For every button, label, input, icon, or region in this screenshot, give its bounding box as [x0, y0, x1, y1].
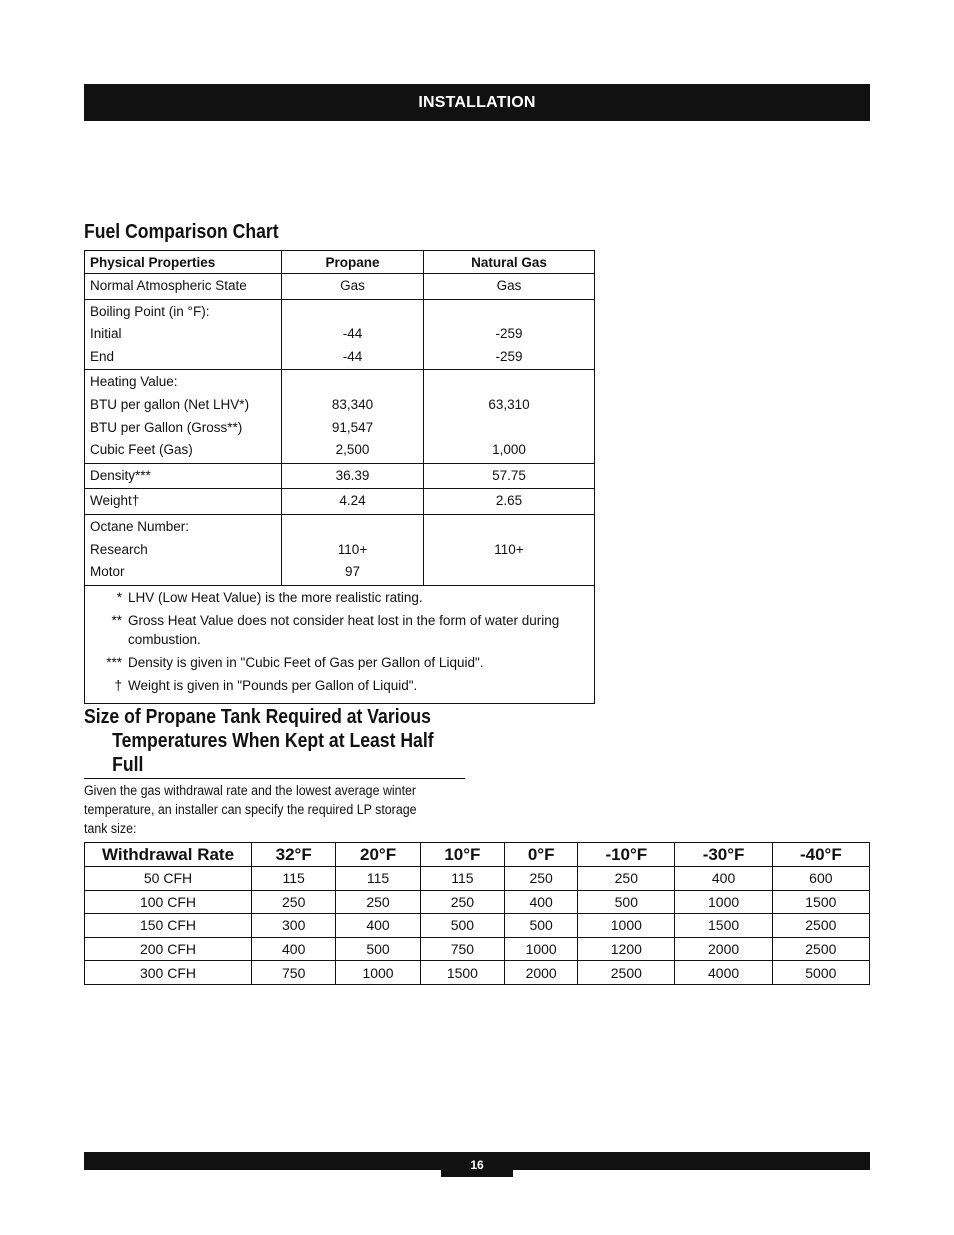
- tank-size-cell: 400: [675, 867, 772, 891]
- fuel-cell-line: -44: [342, 348, 363, 364]
- fuel-cell-line: Initial: [90, 326, 122, 342]
- fuel-cell-line: BTU per gallon (Net LHV*): [90, 396, 250, 412]
- fuel-table-cell: [282, 489, 424, 515]
- tank-size-cell: 1000: [505, 937, 578, 961]
- footnote-text: Gross Heat Value does not consider heat lost in the form of water during combustion.: [128, 612, 560, 647]
- table-row: [85, 937, 870, 961]
- fuel-table-cell: [282, 463, 424, 489]
- tank-size-cell: 2000: [675, 937, 772, 961]
- tank-size-cell: 115: [336, 867, 420, 891]
- tank-size-cell: 500: [336, 937, 420, 961]
- footnote: [91, 588, 588, 607]
- fuel-cell-line: BTU per Gallon (Gross**): [90, 419, 243, 435]
- tank-intro-text: Given the gas withdrawal rate and the lowest average winter temperature, an installer can specify the required LP storage tank size:: [84, 783, 417, 836]
- tank-size-table: [84, 842, 870, 985]
- column-header: Propane: [282, 251, 424, 274]
- page-number: [441, 1152, 513, 1177]
- tank-column-header: -10°F: [578, 843, 675, 867]
- fuel-cell-line: Boiling Point (in °F):: [90, 303, 210, 319]
- table-row: [85, 914, 870, 938]
- footnote-text: Weight is given in "Pounds per Gallon of Liquid".: [128, 677, 418, 693]
- fuel-table-row-group: [85, 489, 595, 515]
- fuel-cell-line: [287, 516, 418, 539]
- fuel-cell-line: 2.65: [495, 493, 523, 509]
- tank-column-header: -40°F: [772, 843, 869, 867]
- withdrawal-rate-cell: 100 CFH: [85, 890, 252, 914]
- withdrawal-rate-cell: 150 CFH: [85, 914, 252, 938]
- fuel-chart-title: Fuel Comparison Chart: [84, 221, 279, 243]
- withdrawal-rate-cell: 200 CFH: [85, 937, 252, 961]
- fuel-cell-line: 110+: [494, 541, 524, 557]
- tank-title-line: Full: [112, 754, 144, 776]
- fuel-comparison-table: [84, 250, 595, 704]
- tank-size-cell: 1200: [578, 937, 675, 961]
- table-row: [85, 890, 870, 914]
- section-header: [84, 84, 870, 121]
- fuel-cell-line: Density***: [90, 467, 151, 483]
- fuel-cell-line: 110+: [337, 541, 368, 557]
- tank-size-cell: 400: [252, 937, 336, 961]
- tank-size-cell: 750: [420, 937, 504, 961]
- fuel-cell-line: -44: [342, 326, 363, 342]
- fuel-cell-line: Gas: [340, 278, 365, 293]
- tank-size-cell: 250: [252, 890, 336, 914]
- fuel-cell-line: End: [90, 348, 115, 364]
- tank-title-line: Temperatures When Kept at Least Half: [112, 730, 434, 752]
- fuel-cell-line: [429, 516, 589, 539]
- tank-size-cell: 250: [336, 890, 420, 914]
- footnote-mark: *: [116, 589, 122, 605]
- fuel-table-row-group: [85, 274, 595, 300]
- column-header: Physical Properties: [85, 251, 282, 274]
- tank-size-cell: 2000: [505, 961, 578, 985]
- column-header: Natural Gas: [424, 251, 595, 274]
- footnote-text: Density is given in "Cubic Feet of Gas per Gallon of Liquid".: [128, 654, 484, 670]
- fuel-table-cell: [85, 299, 282, 370]
- tank-size-cell: 5000: [772, 961, 869, 985]
- fuel-cell-line: Research: [90, 541, 148, 557]
- tank-size-cell: 4000: [675, 961, 772, 985]
- fuel-table-cell: [282, 299, 424, 370]
- withdrawal-rate-cell: 300 CFH: [85, 961, 252, 985]
- fuel-cell-line: [429, 301, 589, 324]
- fuel-table-row-group: [85, 370, 595, 463]
- tank-size-cell: 250: [420, 890, 504, 914]
- fuel-cell-line: -259: [495, 348, 523, 364]
- fuel-cell-line: 63,310: [488, 396, 530, 412]
- footnote-mark: **: [111, 612, 122, 628]
- fuel-cell-line: Cubic Feet (Gas): [90, 442, 193, 458]
- fuel-cell-line: 1,000: [492, 442, 526, 458]
- fuel-cell-line: [429, 561, 589, 584]
- tank-column-header: -30°F: [675, 843, 772, 867]
- fuel-table-cell: [424, 489, 595, 515]
- tank-size-cell: 1000: [578, 914, 675, 938]
- tank-column-header: 10°F: [420, 843, 504, 867]
- tank-size-cell: 1500: [772, 890, 869, 914]
- page-number-label: 16: [470, 1157, 484, 1172]
- fuel-cell-line: [429, 417, 589, 440]
- tank-size-cell: 2500: [772, 937, 869, 961]
- fuel-cell-line: 36.39: [335, 467, 370, 483]
- fuel-cell-line: Weight†: [90, 493, 140, 509]
- fuel-table-cell: [85, 514, 282, 585]
- fuel-cell-line: 2,500: [335, 442, 370, 458]
- fuel-table-cell: [85, 463, 282, 489]
- tank-size-cell: 1500: [675, 914, 772, 938]
- fuel-cell-line: 97: [344, 564, 361, 580]
- tank-size-cell: 115: [420, 867, 504, 891]
- tank-size-cell: 2500: [578, 961, 675, 985]
- table-row: [85, 867, 870, 891]
- fuel-cell-line: Motor: [90, 564, 125, 580]
- withdrawal-rate-cell: 50 CFH: [85, 867, 252, 891]
- tank-size-cell: 750: [252, 961, 336, 985]
- fuel-cell-line: Octane Number:: [90, 518, 190, 534]
- tank-size-cell: 250: [505, 867, 578, 891]
- fuel-table-cell: [424, 514, 595, 585]
- title-underline: [84, 778, 465, 779]
- footnote-text: LHV (Low Heat Value) is the more realistic rating.: [128, 589, 423, 605]
- fuel-notes: [85, 585, 595, 703]
- tank-size-cell: 500: [420, 914, 504, 938]
- tank-column-header: Withdrawal Rate: [85, 843, 252, 867]
- tank-size-cell: 1000: [675, 890, 772, 914]
- tank-column-header: 32°F: [252, 843, 336, 867]
- fuel-table-row-group: [85, 299, 595, 370]
- tank-size-cell: 500: [505, 914, 578, 938]
- fuel-table-header-row: [85, 251, 595, 274]
- fuel-table-cell: [282, 370, 424, 463]
- fuel-cell-line: [429, 371, 589, 394]
- tank-size-cell: 400: [505, 890, 578, 914]
- fuel-table-row-group: [85, 463, 595, 489]
- tank-column-header: 20°F: [336, 843, 420, 867]
- tank-size-cell: 600: [772, 867, 869, 891]
- tank-title-line: Size of Propane Tank Required at Various: [84, 706, 431, 728]
- footnote: [91, 676, 588, 695]
- tank-size-cell: 300: [252, 914, 336, 938]
- fuel-cell-line: 83,340: [331, 396, 374, 412]
- tank-size-cell: 115: [252, 867, 336, 891]
- fuel-table-cell: [282, 274, 424, 300]
- fuel-cell-line: -259: [495, 326, 523, 342]
- fuel-cell-line: 4.24: [339, 493, 366, 509]
- section-header-label: INSTALLATION: [418, 93, 536, 111]
- fuel-cell-line: 91,547: [331, 419, 374, 435]
- footnote-mark: ***: [106, 654, 122, 670]
- fuel-table-row-group: [85, 514, 595, 585]
- footnote: [91, 611, 588, 649]
- footnote-mark: †: [114, 677, 122, 693]
- fuel-table-cell: [424, 463, 595, 489]
- fuel-cell-line: Gas: [496, 278, 522, 293]
- fuel-notes-row: [85, 585, 595, 703]
- fuel-cell-line: [287, 301, 418, 324]
- fuel-cell-line: [287, 371, 418, 394]
- tank-size-cell: 2500: [772, 914, 869, 938]
- fuel-table-cell: [282, 514, 424, 585]
- tank-column-header: 0°F: [505, 843, 578, 867]
- fuel-cell-line: 57.75: [492, 467, 526, 483]
- tank-size-cell: 1000: [336, 961, 420, 985]
- fuel-table-cell: [85, 370, 282, 463]
- footnote: [91, 653, 588, 672]
- tank-size-cell: 1500: [420, 961, 504, 985]
- fuel-table-cell: [85, 274, 282, 300]
- fuel-cell-line: Normal Atmospheric State: [90, 278, 247, 293]
- fuel-table-cell: [85, 489, 282, 515]
- fuel-table-cell: [424, 370, 595, 463]
- tank-table-header-row: [85, 843, 870, 867]
- tank-size-cell: 400: [336, 914, 420, 938]
- fuel-cell-line: Heating Value:: [90, 374, 178, 390]
- fuel-table-cell: [424, 299, 595, 370]
- table-row: [85, 961, 870, 985]
- tank-size-cell: 250: [578, 867, 675, 891]
- tank-size-cell: 500: [578, 890, 675, 914]
- tank-section-title: [84, 705, 471, 777]
- fuel-table-cell: [424, 274, 595, 300]
